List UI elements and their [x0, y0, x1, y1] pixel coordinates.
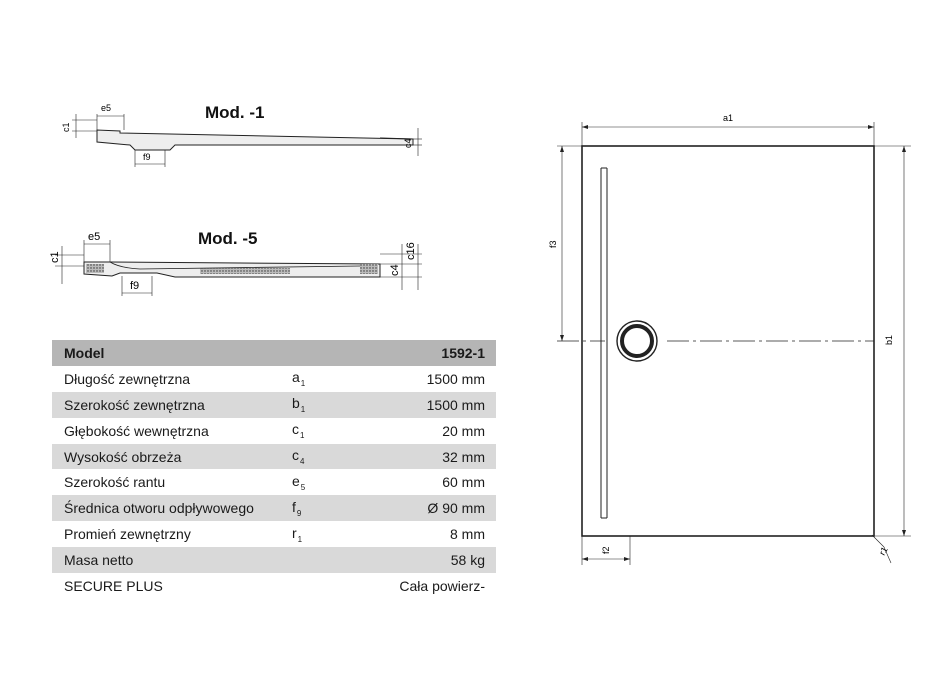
row-symbol: $a_1$ [292, 369, 306, 389]
row-symbol: $f_9$ [292, 495, 392, 521]
row-symbol [292, 547, 392, 573]
dim-label-f9: f9 [130, 280, 140, 292]
row-symbol: $r_1$ [292, 524, 303, 544]
dim-label-e5: e5 [88, 231, 101, 243]
dim-label-f2: f2 [601, 546, 611, 554]
table-row [52, 418, 496, 444]
mod-5-title: Mod. -5 [198, 229, 258, 248]
dim-label-a1: a1 [723, 113, 734, 123]
table-row [52, 521, 496, 547]
table-row [52, 444, 496, 470]
table-row [52, 469, 496, 495]
row-value: 32 mm [392, 444, 496, 470]
spec-table [52, 340, 496, 599]
table-row [52, 392, 496, 418]
row-label: Promień zewnętrzny [64, 526, 191, 543]
dim-label-c1: c1 [49, 251, 61, 263]
row-value: Ø 90 mm [392, 495, 496, 521]
row-label: Wysokość obrzeża [52, 444, 292, 470]
row-value: Cała powierz- [399, 577, 485, 594]
dim-label-b1: b1 [884, 334, 894, 345]
table-header-row [52, 340, 496, 366]
row-value: 60 mm [442, 474, 485, 491]
header-value: 1592-1 [392, 340, 496, 366]
table-row [52, 495, 496, 521]
row-value: 8 mm [450, 526, 485, 543]
row-symbol: $e_5$ [292, 472, 306, 492]
row-value: 58 kg [392, 547, 496, 573]
dim-label-c16: c16 [405, 242, 417, 260]
row-symbol: $c_4$ [292, 444, 392, 470]
row-label: Średnica otworu odpływowego [52, 495, 292, 521]
row-value: 1500 mm [392, 392, 496, 418]
row-label: SECURE PLUS [64, 577, 163, 594]
row-label: Szerokość rantu [64, 474, 166, 491]
table-row [52, 547, 496, 573]
row-symbol: $b_1$ [292, 392, 392, 418]
header-sym [292, 340, 392, 366]
dim-label-c4: c4 [403, 138, 413, 148]
dim-label-e5: e5 [101, 103, 112, 113]
dim-label-f9: f9 [143, 152, 151, 162]
dim-label-f3: f3 [548, 240, 558, 248]
row-label: Długość zewnętrzna [64, 370, 191, 387]
row-symbol: $c_1$ [292, 421, 305, 441]
row-label: Głębokość wewnętrzna [64, 422, 209, 439]
row-label: Masa netto [52, 547, 292, 573]
table-row [52, 366, 496, 392]
header-label: Model [52, 340, 292, 366]
row-value: 20 mm [442, 422, 485, 439]
table-row [52, 573, 496, 599]
dim-label-c4: c4 [389, 264, 401, 276]
row-label: Szerokość zewnętrzna [52, 392, 292, 418]
dim-label-c1: c1 [61, 122, 71, 132]
row-symbol [292, 573, 392, 599]
row-value: 1500 mm [426, 370, 485, 387]
dim-label-r1: r1 [877, 545, 890, 557]
mod-1-title: Mod. -1 [205, 103, 265, 122]
